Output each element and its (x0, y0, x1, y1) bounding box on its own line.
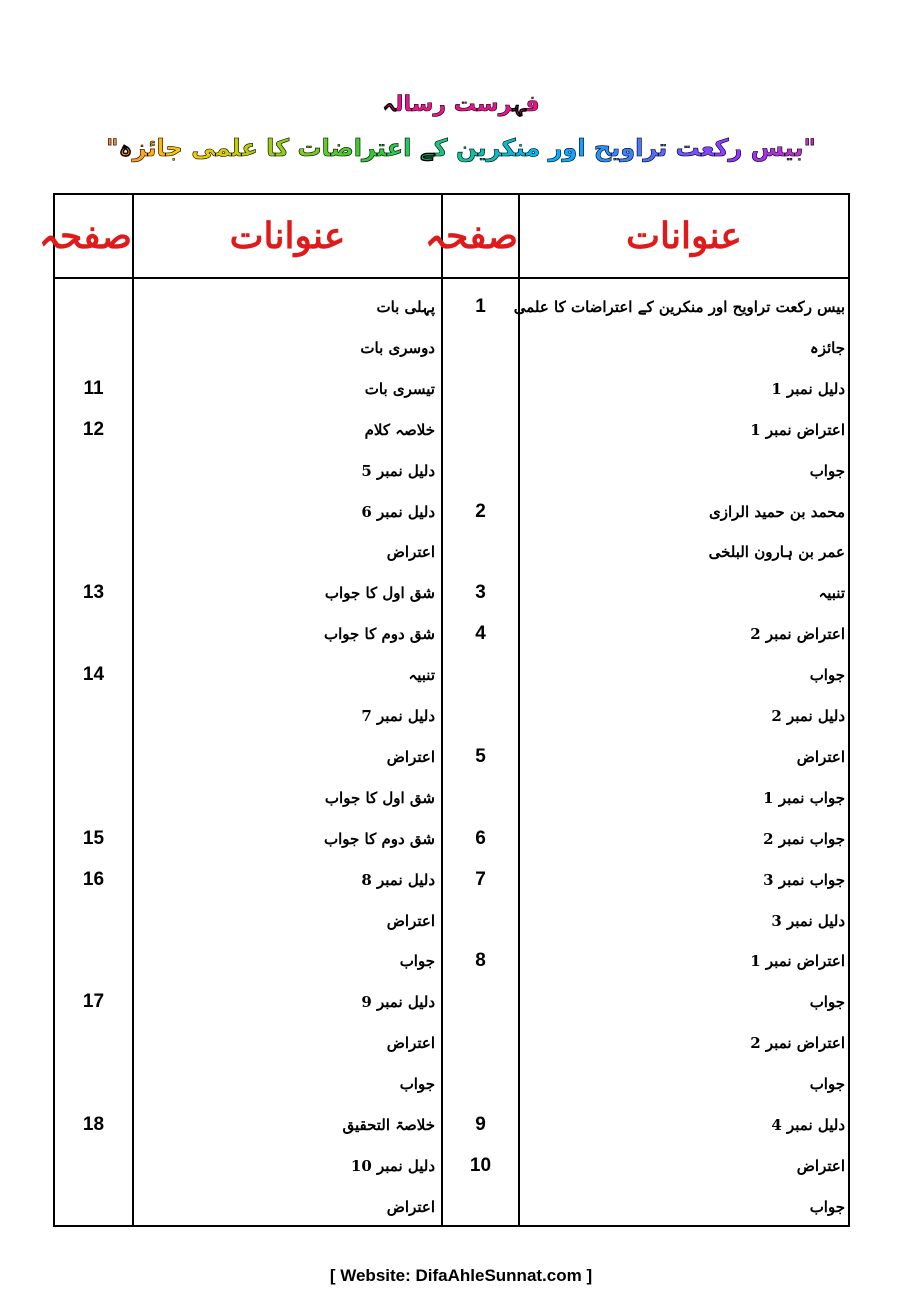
page-number-right: 8 (475, 950, 486, 972)
header-topics-right: عنوانات (626, 215, 742, 257)
page-number-right: 1 (475, 296, 486, 317)
toc-entry-right: عمر بن ہارون البلخی (708, 543, 845, 562)
column-divider (441, 195, 443, 1225)
page-number-right: 2 (475, 500, 486, 522)
column-divider (132, 195, 134, 1225)
page-number-left: 17 (82, 991, 105, 1013)
toc-entry-right: جواب (809, 993, 845, 1012)
toc-entry-left: جواب (399, 952, 435, 971)
page-number-right: 10 (469, 1154, 492, 1176)
toc-entry-right: اعتراض نمبر 1 (750, 420, 845, 439)
toc-entry-right: اعتراض نمبر 2 (750, 625, 845, 644)
toc-entry-left: اعتراض (386, 747, 435, 766)
column-divider (518, 195, 520, 1225)
page-title: فہرست رسالہ (382, 92, 540, 117)
toc-entry-right: جواب (809, 461, 845, 480)
website-footer: [ Website: DifaAhleSunnat.com ] (329, 1266, 593, 1285)
page-number-right: 7 (475, 868, 486, 890)
toc-entry-left: شق دوم کا جواب (324, 829, 435, 848)
toc-entry-left: تنبیہ (408, 666, 435, 685)
toc-entry-left: تیسری بات (364, 379, 435, 398)
toc-entry-right: دلیل نمبر 3 (771, 911, 845, 930)
toc-entry-right: جواب (809, 1197, 845, 1216)
page-number-left: 18 (82, 1114, 105, 1135)
toc-entry-left: دلیل نمبر 10 (350, 1156, 435, 1175)
page-number-right: 4 (475, 623, 486, 645)
page-number-left: 13 (82, 582, 105, 604)
toc-entry-right: جواب نمبر 3 (763, 870, 845, 889)
toc-entry-right: جائزہ (809, 338, 845, 357)
toc-entry-right: تنبیہ (818, 584, 845, 603)
toc-entry-right: جواب نمبر 2 (763, 829, 845, 848)
page-number-right: 9 (475, 1114, 486, 1135)
toc-entry-right: اعتراض نمبر 1 (750, 952, 845, 971)
page-number-left: 16 (82, 868, 105, 890)
toc-entry-right: محمد بن حمید الرازی (708, 502, 845, 521)
toc-entry-left: اعتراض (386, 911, 435, 930)
header-page-right: صفحہ (424, 215, 518, 257)
page-number-right: 6 (475, 827, 486, 849)
toc-entry-left: اعتراض (386, 1034, 435, 1053)
toc-entry-left: خلاصۃ التحقیق (342, 1116, 435, 1134)
toc-entry-right: جواب نمبر 1 (763, 788, 845, 807)
toc-entry-right: دلیل نمبر 1 (771, 379, 845, 398)
toc-entry-left: شق دوم کا جواب (324, 625, 435, 644)
page-number-left: 15 (82, 827, 105, 849)
toc-entry-right: اعتراض نمبر 2 (750, 1034, 845, 1053)
page-number-right: 3 (475, 582, 486, 604)
page-number-left: 11 (83, 377, 104, 399)
toc-entry-left: دلیل نمبر 7 (361, 707, 435, 725)
booklet-subtitle: "بیس رکعت تراویح اور منکرین کے اعتراضات کا علمی جائزہ" (0, 134, 922, 162)
page-number-left: 14 (82, 664, 105, 686)
toc-entry-left: جواب (399, 1075, 435, 1094)
toc-entry-left: شق اول کا جواب (324, 584, 435, 603)
toc-entry-right: جواب (809, 666, 845, 685)
page-number-left: 12 (82, 418, 105, 440)
toc-entry-left: اعتراض (386, 1197, 435, 1216)
toc-entry-left: دلیل نمبر 8 (361, 870, 435, 889)
header-divider (55, 277, 848, 279)
toc-table (38, 193, 850, 1227)
toc-entry-right: بیس رکعت تراویح اور منکرین کے اعتراضات کا علمی (513, 298, 845, 316)
page-number-right: 5 (475, 745, 486, 767)
toc-entry-left: دلیل نمبر 5 (361, 461, 435, 480)
toc-entry-right: اعتراض (796, 1156, 845, 1175)
toc-entry-left: دلیل نمبر 9 (361, 993, 435, 1012)
toc-entry-right: جواب (809, 1075, 845, 1094)
toc-entry-left: خلاصہ کلام (364, 420, 435, 439)
header-topics-left: عنوانات (229, 215, 346, 257)
toc-entry-left: اعتراض (386, 543, 435, 562)
header-page-left: صفحہ (38, 215, 132, 257)
toc-entry-right: دلیل نمبر 4 (771, 1116, 845, 1134)
toc-entry-right: دلیل نمبر 2 (771, 707, 845, 725)
toc-entry-left: شق اول کا جواب (324, 788, 435, 807)
toc-entry-left: پہلی بات (376, 298, 435, 316)
toc-entry-left: دوسری بات (360, 338, 435, 357)
toc-entry-left: دلیل نمبر 6 (361, 502, 435, 521)
toc-entry-right: اعتراض (796, 747, 845, 766)
